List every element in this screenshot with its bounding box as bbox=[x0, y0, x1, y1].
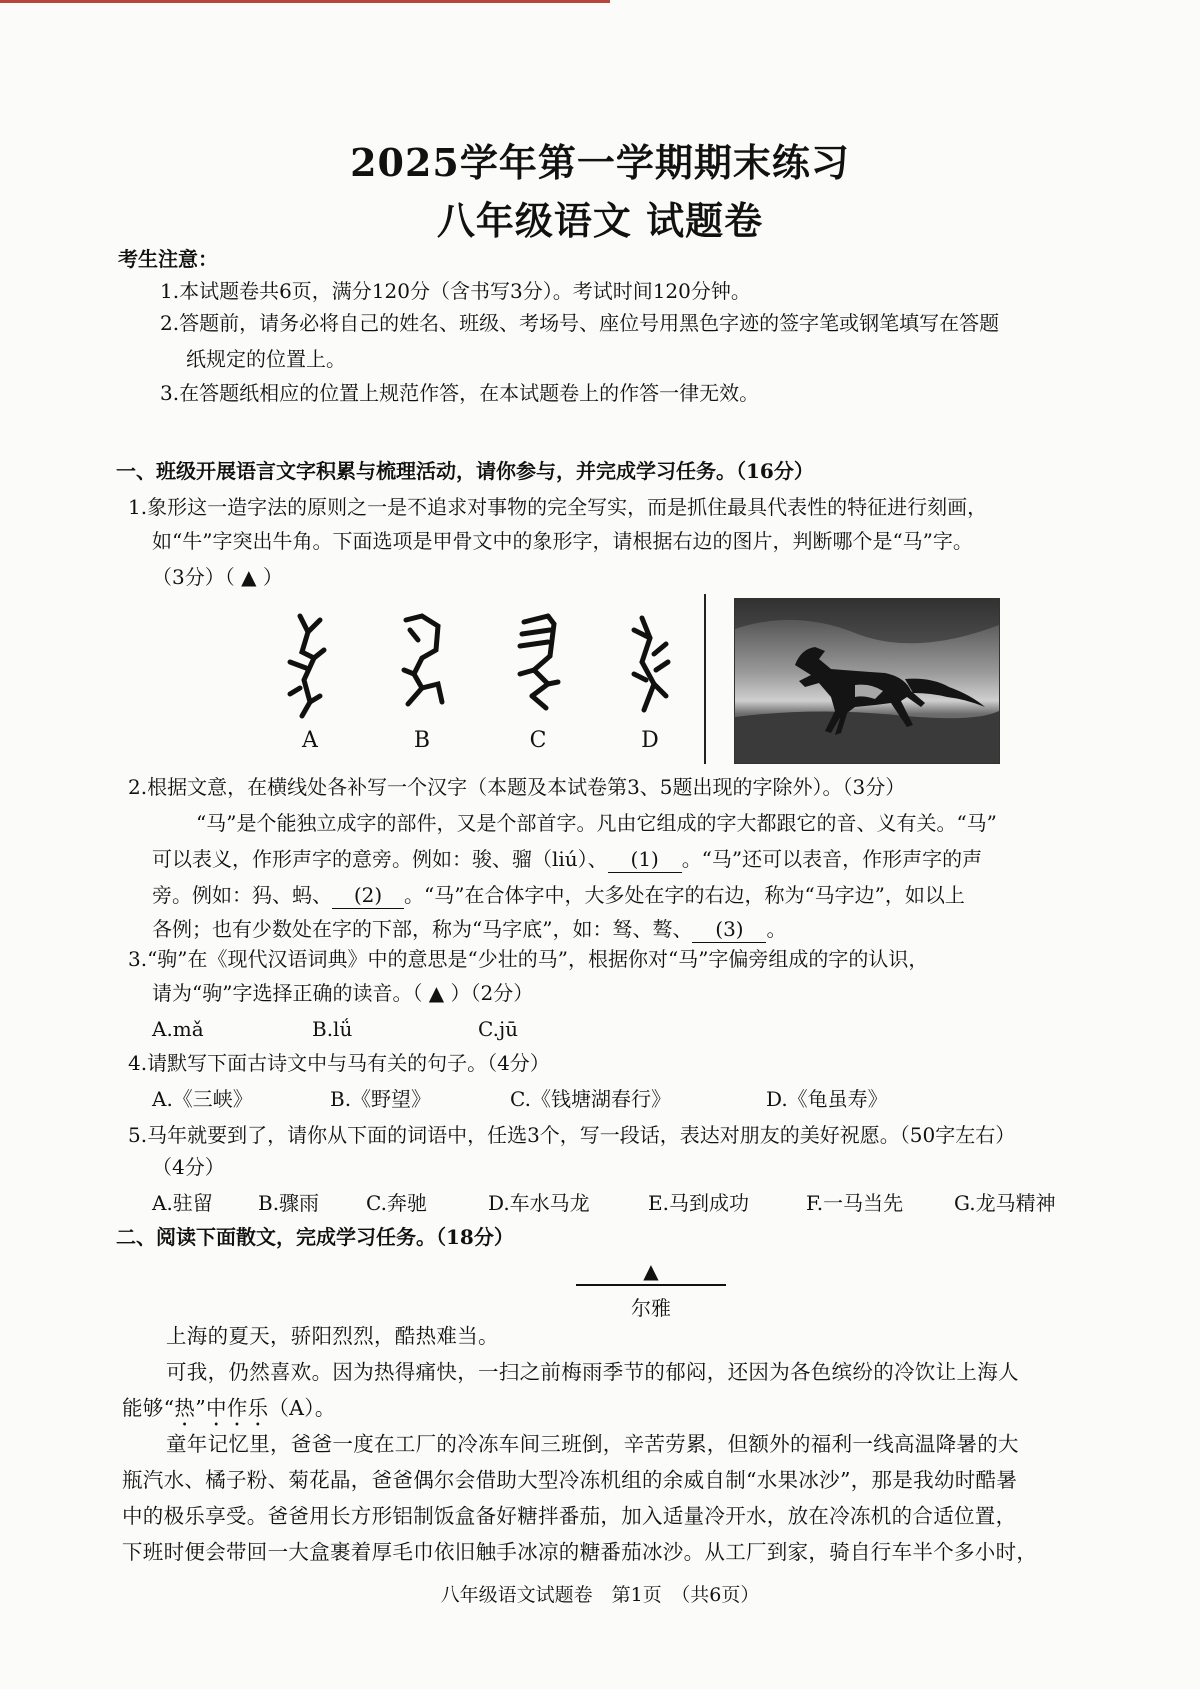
q2-para-line4 bbox=[152, 912, 786, 946]
glyph-label-c: C bbox=[529, 728, 547, 753]
essay-para-2-post: （A）。 bbox=[268, 1396, 336, 1420]
q5-option-c: C.奔驰 bbox=[366, 1191, 427, 1215]
essay-para-3-line2: 瓶汽水、橘子粉、菊花晶，爸爸偶尔会借助大型冷冻机组的余威自制“水果冰沙”，那是我幼时酷暑 bbox=[122, 1468, 1018, 1492]
oracle-glyph-c-icon bbox=[508, 610, 568, 722]
note-item-2-cont: 纸规定的位置上。 bbox=[186, 347, 346, 371]
q5-option-f: F.一马当先 bbox=[806, 1191, 904, 1215]
q4-option-b: B.《野望》 bbox=[330, 1087, 432, 1111]
blank-3[interactable]: (3) bbox=[692, 916, 766, 943]
q5-line1: 5.马年就要到了，请你从下面的词语中，任选3个，写一段话，表达对朋友的美好祝愿。（50字左右） bbox=[128, 1123, 1016, 1147]
q5-option-g: G.龙马精神 bbox=[954, 1191, 1056, 1215]
essay-para-1: 上海的夏天，骄阳烈烈，酷热难当。 bbox=[166, 1324, 499, 1348]
essay-header bbox=[576, 1260, 726, 1321]
blank-1[interactable]: (1) bbox=[608, 846, 682, 873]
oracle-glyph-options bbox=[270, 610, 690, 760]
q1-line2: 如“牛”字突出牛角。下面选项是甲骨文中的象形字，请根据右边的图片，判断哪个是“马”字。 bbox=[152, 529, 973, 553]
glyph-option-b bbox=[382, 610, 462, 753]
q5-option-b: B.骤雨 bbox=[258, 1191, 320, 1215]
glyph-option-d bbox=[610, 610, 690, 753]
q2-para-line3-text: 旁。例如：犸、蚂、 bbox=[152, 883, 332, 907]
section2-heading: 二、阅读下面散文，完成学习任务。（18分） bbox=[116, 1225, 514, 1249]
q4-option-c: C.《钱塘湖春行》 bbox=[510, 1087, 671, 1111]
essay-para-3-line4: 下班时便会带回一大盒裹着厚毛巾依旧触手冰凉的糖番茄冰沙。从工厂到家，骑自行车半个多小时， bbox=[122, 1540, 1038, 1564]
blank-2[interactable]: (2) bbox=[332, 882, 404, 909]
exam-subtitle: 八年级语文 试题卷 bbox=[436, 198, 764, 243]
q2-para-line4-text-b: 。 bbox=[766, 917, 787, 941]
essay-title-rule bbox=[576, 1284, 726, 1286]
essay-dotted-phrase: “热”中作乐 bbox=[163, 1396, 269, 1420]
q5-option-e: E.马到成功 bbox=[648, 1191, 749, 1215]
q2-para-line2 bbox=[152, 842, 982, 876]
q2-para-line2-text: 可以表义，作形声字的意旁。例如：骏、骝（liú）、 bbox=[152, 847, 608, 871]
note-item-3: 3.在答题纸相应的位置上规范作答，在本试题卷上的作答一律无效。 bbox=[160, 381, 760, 405]
q2-para-line4-text: 各例；也有少数处在字的下部，称为“马字底”，如：驽、骜、 bbox=[152, 917, 693, 941]
q4-option-a: A.《三峡》 bbox=[152, 1087, 253, 1111]
q5-option-d: D.车水马龙 bbox=[488, 1191, 590, 1215]
essay-para-2-pre: 能够 bbox=[122, 1396, 164, 1420]
note-item-1: 1.本试题卷共6页，满分120分（含书写3分）。考试时间120分钟。 bbox=[160, 279, 751, 303]
image-divider bbox=[704, 594, 706, 764]
essay-para-2-line2 bbox=[122, 1390, 1162, 1431]
q3-options bbox=[152, 1012, 518, 1046]
notes-heading: 考生注意： bbox=[118, 247, 218, 271]
q3-option-a[interactable]: A.mǎ bbox=[152, 1017, 204, 1041]
q3-option-c[interactable]: C.jū bbox=[478, 1017, 519, 1041]
q5-line2: （4分） bbox=[152, 1155, 225, 1179]
q4-options bbox=[152, 1082, 888, 1116]
essay-para-3-line3: 中的极乐享受。爸爸用长方形铝制饭盒备好糖拌番茄，加入适量冷开水，放在冷冻机的合适位置， bbox=[122, 1504, 1017, 1528]
q3-option-b[interactable]: B.lǘ bbox=[312, 1017, 353, 1041]
glyph-label-a: A bbox=[302, 728, 318, 753]
exam-title: 2025学年第一学期期末练习 bbox=[350, 140, 850, 185]
galloping-horse-image bbox=[735, 599, 999, 763]
q3-line1: 3.“驹”在《现代汉语词典》中的意思是“少壮的马”，根据你对“马”字偏旁组成的字的认识， bbox=[128, 947, 929, 971]
q2-para-line1: “马”是个能独立成字的部件，又是个部首字。凡由它组成的字大都跟它的音、义有关。“马” bbox=[196, 811, 997, 835]
q3-line2: 请为“驹”字选择正确的读音。（ ▲ ）（2分） bbox=[152, 981, 534, 1005]
section1-heading: 一、班级开展语言文字积累与梳理活动，请你参与，并完成学习任务。（16分） bbox=[116, 459, 814, 483]
glyph-option-c bbox=[498, 610, 578, 753]
q1-line3: （3分）（ ▲ ） bbox=[152, 565, 283, 589]
essay-title-placeholder: ▲ bbox=[643, 1259, 659, 1283]
note-item-2: 2.答题前，请务必将自己的姓名、班级、考场号、座位号用黑色字迹的签字笔或钢笔填写在答题 bbox=[160, 311, 1000, 335]
q2-para-line3 bbox=[152, 878, 965, 912]
oracle-glyph-d-icon bbox=[620, 610, 680, 722]
q2-line1: 2.根据文意，在横线处各补写一个汉字（本题及本试卷第3、5题出现的字除外）。（3分） bbox=[128, 775, 906, 799]
oracle-glyph-a-icon bbox=[280, 610, 340, 722]
page-footer: 八年级语文试题卷 第1页 （共6页） bbox=[440, 1584, 760, 1606]
glyph-option-a bbox=[270, 610, 350, 753]
essay-author: 尔雅 bbox=[631, 1295, 671, 1320]
horse-photo bbox=[734, 598, 1000, 764]
q4-option-d: D.《龟虽寿》 bbox=[766, 1087, 888, 1111]
essay-para-3-line1: 童年记忆里，爸爸一度在工厂的冷冻车间三班倒，辛苦劳累，但额外的福利一线高温降暑的大 bbox=[166, 1432, 1019, 1456]
q1-line1: 1.象形这一造字法的原则之一是不追求对事物的完全写实，而是抓住最具代表性的特征进行刻画， bbox=[128, 495, 988, 519]
q5-option-a: A.驻留 bbox=[152, 1191, 213, 1215]
glyph-label-d: D bbox=[641, 728, 659, 753]
q4-line1: 4.请默写下面古诗文中与马有关的句子。（4分） bbox=[128, 1051, 550, 1075]
oracle-glyph-b-icon bbox=[392, 610, 452, 722]
q2-para-line2-text-b: 。“马”还可以表音，作形声字的声 bbox=[681, 847, 983, 871]
glyph-label-b: B bbox=[413, 728, 431, 753]
q2-para-line3-text-b: 。“马”在合体字中，大多处在字的右边，称为“马字边”，如以上 bbox=[404, 883, 965, 907]
essay-para-2-line1: 可我，仍然喜欢。因为热得痛快，一扫之前梅雨季节的郁闷，还因为各色缤纷的冷饮让上海人 bbox=[166, 1360, 1019, 1384]
q5-options bbox=[152, 1186, 1056, 1220]
